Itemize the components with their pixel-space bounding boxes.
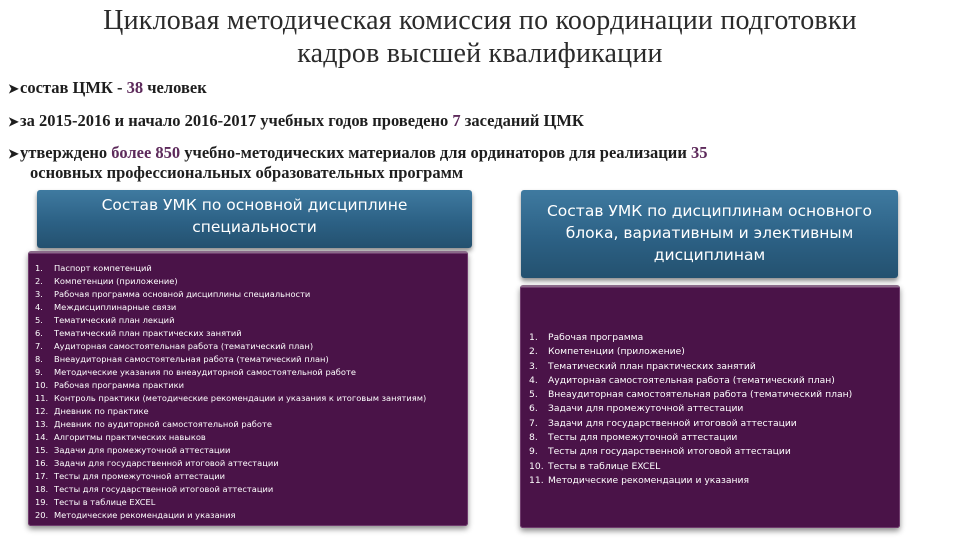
list-item [35, 288, 468, 301]
bullet-highlight: более 850 [111, 143, 181, 162]
arrow-bullet-icon: ➤ [8, 81, 19, 96]
list-item [35, 262, 468, 275]
list-item-number: 7. [529, 417, 538, 429]
list-item-text: Рабочая программа основной дисциплины специальности [54, 289, 311, 299]
list-item-number: 16. [35, 458, 49, 468]
list-item [35, 483, 468, 496]
list-item-text: Алгоритмы практических навыков [54, 432, 206, 442]
list-item-number: 2. [35, 276, 43, 286]
list-item-text: Аудиторная самостоятельная работа (тематический план) [548, 374, 835, 386]
list-item-text: Методические рекомендации и указания [548, 474, 749, 486]
list-item-number: 6. [529, 403, 538, 415]
list-item [529, 388, 900, 402]
list-item [35, 431, 468, 444]
bullet-item-staff [8, 78, 207, 98]
list-item-number: 13. [35, 419, 49, 429]
list-item-number: 1. [35, 263, 43, 273]
list-item-text: Внеаудиторная самостоятельная работа (тематический план) [54, 354, 329, 364]
list-item-number: 7. [35, 341, 43, 351]
list-item [35, 340, 468, 353]
slide-title-line2: кадров высшей квалификации [297, 38, 663, 69]
arrow-bullet-icon: ➤ [8, 114, 19, 129]
list-item [529, 345, 900, 359]
list-item-text: Тесты для государственной итоговой аттестации [54, 484, 274, 494]
list-item-number: 4. [35, 302, 43, 312]
list-item [529, 431, 900, 445]
list-item [529, 331, 900, 345]
list-item-text: Дневник по аудиторной самостоятельной работе [54, 419, 272, 429]
list-item [35, 444, 468, 457]
left-panel-list [28, 251, 468, 526]
list-item-number: 4. [529, 374, 538, 386]
arrow-bullet-icon: ➤ [8, 146, 19, 161]
list-item [529, 460, 900, 474]
list-item-text: Междисциплинарные связи [54, 302, 177, 312]
right-panel-header [521, 190, 898, 278]
list-item-number: 14. [35, 432, 49, 442]
list-item-number: 5. [529, 389, 538, 401]
list-item [35, 496, 468, 509]
list-item [35, 457, 468, 470]
list-item-text: Тесты в таблице EXCEL [548, 460, 661, 472]
list-item [529, 360, 900, 374]
list-item [35, 379, 468, 392]
list-item [35, 275, 468, 288]
list-item [529, 445, 900, 459]
list-item-text: Тесты для государственной итоговой аттестации [548, 446, 791, 458]
list-item [529, 402, 900, 416]
bullet-highlight: 35 [690, 143, 708, 162]
list-item-text: Тематический план практических занятий [54, 328, 242, 338]
list-item-number: 8. [35, 354, 43, 364]
list-item-text: Тесты для промежуточной аттестации [548, 432, 738, 444]
list-item [35, 392, 468, 405]
left-item-list [28, 253, 468, 522]
bullet-text: состав ЦМК - [20, 78, 127, 97]
left-panel-header-text: Состав УМК по основной дисциплине специальности [101, 196, 408, 236]
list-item-number: 9. [35, 367, 43, 377]
list-item-text: Тематический план лекций [54, 315, 175, 325]
right-panel-list [520, 285, 900, 528]
list-item-number: 10. [35, 380, 49, 390]
bullet-highlight: 38 [126, 78, 144, 97]
bullet-text: за 2015-2016 и начало 2016-2017 учебных годов проведено [20, 111, 453, 130]
list-item [35, 314, 468, 327]
list-item-number: 10. [529, 460, 544, 472]
list-item-text: Рабочая программа практики [54, 380, 185, 390]
list-item-text: Паспорт компетенций [54, 263, 152, 273]
list-item [35, 327, 468, 340]
list-item-number: 9. [529, 446, 538, 458]
list-item-text: Аудиторная самостоятельная работа (тематический план) [54, 341, 314, 351]
list-item [35, 353, 468, 366]
list-item-number: 19. [35, 497, 49, 507]
list-item [529, 374, 900, 388]
list-item [35, 405, 468, 418]
list-item-text: Тесты в таблице EXCEL [54, 497, 156, 507]
list-item-number: 2. [529, 346, 538, 358]
list-item-number: 15. [35, 445, 49, 455]
bullet-text: учебно-методических материалов для ординаторов для реализации [180, 143, 691, 162]
list-item-number: 3. [35, 289, 43, 299]
list-item-text: Методические указания по внеаудиторной самостоятельной работе [54, 367, 356, 377]
list-item-text: Рабочая программа [548, 332, 644, 343]
list-item-text: Тесты для промежуточной аттестации [54, 471, 226, 481]
right-panel-header-text: Состав УМК по дисциплинам основного блока, вариативным и элективным дисциплинам [546, 202, 872, 264]
list-item-text: Задачи для государственной итоговой аттестации [548, 417, 797, 429]
left-panel-header [37, 190, 472, 248]
list-item-text: Методические рекомендации и указания [54, 510, 236, 520]
slide-title-line1: Цикловая методическая комиссия по координации подготовки [103, 5, 857, 36]
list-item-number: 20. [35, 510, 49, 520]
list-item [35, 301, 468, 314]
list-item-number: 6. [35, 328, 43, 338]
list-item-number: 11. [529, 474, 544, 486]
list-item-text: Контроль практики (методические рекомендации и указания к итоговым занятиям) [54, 393, 427, 403]
list-item-number: 12. [35, 406, 49, 416]
list-item-number: 11. [35, 393, 49, 403]
slide-title [0, 4, 960, 70]
list-item [529, 474, 900, 488]
list-item-number: 5. [35, 315, 43, 325]
list-item-number: 17. [35, 471, 49, 481]
list-item [35, 418, 468, 431]
list-item [35, 366, 468, 379]
list-item-text: Дневник по практике [54, 406, 149, 416]
bullet-text: заседаний ЦМК [460, 111, 584, 130]
bullet-text: человек [143, 78, 207, 97]
list-item-text: Задачи для государственной итоговой аттестации [54, 458, 279, 468]
list-item [35, 470, 468, 483]
list-item-text: Задачи для промежуточной аттестации [54, 445, 231, 455]
list-item-text: Компетенции (приложение) [54, 276, 178, 286]
list-item-number: 8. [529, 432, 538, 444]
list-item-text: Внеаудиторная самостоятельная работа (тематический план) [548, 389, 853, 401]
bullet-item-meetings [8, 111, 584, 131]
bullet-text: утверждено [20, 143, 112, 162]
bullet-highlight: 7 [452, 111, 461, 130]
list-item-text: Компетенции (приложение) [548, 346, 685, 358]
right-item-list [520, 287, 900, 488]
list-item-text: Задачи для промежуточной аттестации [548, 403, 744, 415]
list-item-number: 3. [529, 360, 538, 372]
list-item-text: Тематический план практических занятий [548, 360, 756, 372]
list-item [529, 417, 900, 431]
list-item-number: 1. [529, 332, 538, 343]
list-item-number: 18. [35, 484, 49, 494]
bullet-item-materials [8, 143, 707, 182]
list-item [35, 509, 468, 522]
bullet-continuation: основных профессиональных образовательных программ [30, 163, 464, 182]
